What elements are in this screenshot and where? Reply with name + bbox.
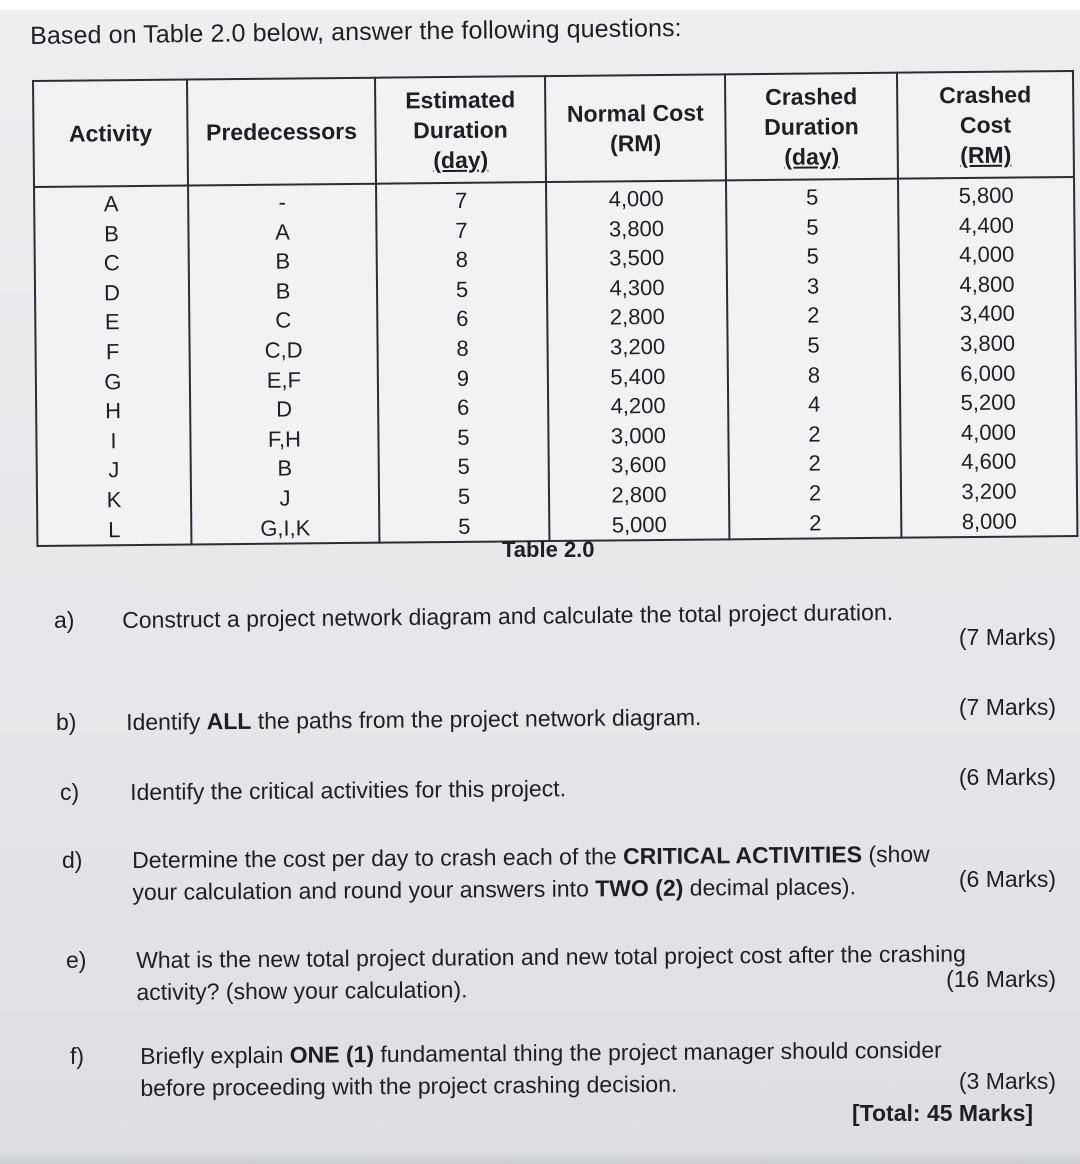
question-e <box>66 940 1066 1014</box>
table-body-row <box>34 177 1077 546</box>
question-d <box>62 840 1062 914</box>
question-c-letter: c) <box>60 779 80 805</box>
column-estimated-duration-values: 7 7 8 5 6 8 9 6 5 5 5 5 <box>376 182 549 543</box>
question-d-marks: (6 Marks) <box>958 866 1056 892</box>
question-c <box>60 776 820 812</box>
column-normal-cost-values: 4,000 3,800 3,500 4,300 2,800 3,200 5,400 4,200 3,000 3,600 2,800 5,000 <box>546 180 729 541</box>
question-e-text: What is the new total project duration and new total project cost after the crashing activity? (show your calculation). <box>136 940 966 1005</box>
column-crashed-duration-values: 5 5 5 3 2 5 8 4 2 2 2 2 <box>726 179 901 540</box>
question-a <box>54 598 1034 674</box>
header-crashed-duration: Crashed Duration (day) <box>725 73 898 181</box>
question-a-letter: a) <box>54 607 75 633</box>
table-caption: Table 2.0 <box>502 537 595 562</box>
column-crashed-cost-values: 5,800 4,400 4,000 4,800 3,400 3,800 6,000 5,200 4,000 4,600 3,200 8,000 <box>898 177 1077 538</box>
question-a-text: Construct a project network diagram and calculate the total project duration. <box>122 598 894 633</box>
question-b-text: Identify ALL the paths from the project network diagram. <box>126 703 702 735</box>
question-c-marks: (6 Marks) <box>958 764 1056 790</box>
question-d-text: Determine the cost per day to crash each of the CRITICAL ACTIVITIES (show your calculation and round your answers into TWO (2) decimal places). <box>132 840 930 905</box>
bottom-edge <box>0 1150 1080 1164</box>
column-predecessor-values: - A B B C C,D E,F D F,H B J G,I,K <box>188 184 379 545</box>
question-b <box>56 703 816 742</box>
header-predecessors: Predecessors <box>187 78 376 186</box>
total-marks: [Total: 45 Marks] <box>852 1100 1034 1126</box>
top-border <box>0 0 1080 10</box>
question-b-letter: b) <box>56 709 77 735</box>
question-e-marks: (16 Marks) <box>946 966 1056 992</box>
question-e-letter: e) <box>66 947 87 973</box>
header-normal-cost: Normal Cost (RM) <box>545 74 726 182</box>
table-header-row <box>33 71 1074 187</box>
header-crashed-cost: Crashed Cost (RM) <box>897 71 1074 179</box>
question-c-text: Identify the critical activities for this project. <box>130 775 567 805</box>
table-container <box>32 70 1064 547</box>
question-f-letter: f) <box>70 1043 85 1069</box>
question-f-marks: (3 Marks) <box>958 1068 1056 1094</box>
activity-table <box>32 70 1078 547</box>
question-a-marks: (7 Marks) <box>958 624 1056 650</box>
question-d-letter: d) <box>62 847 83 873</box>
intro-text: Based on Table 2.0 below, answer the following questions: <box>30 14 682 50</box>
question-b-marks: (7 Marks) <box>958 694 1056 720</box>
header-estimated-duration: Estimated Duration (day) <box>375 76 546 184</box>
column-activity-values: A B C D E F G H I J K L <box>34 186 191 547</box>
question-f-text: Briefly explain ONE (1) fundamental thing the project manager should consider before proceeding with the project crashing decision. <box>140 1036 942 1101</box>
header-activity: Activity <box>33 80 188 187</box>
